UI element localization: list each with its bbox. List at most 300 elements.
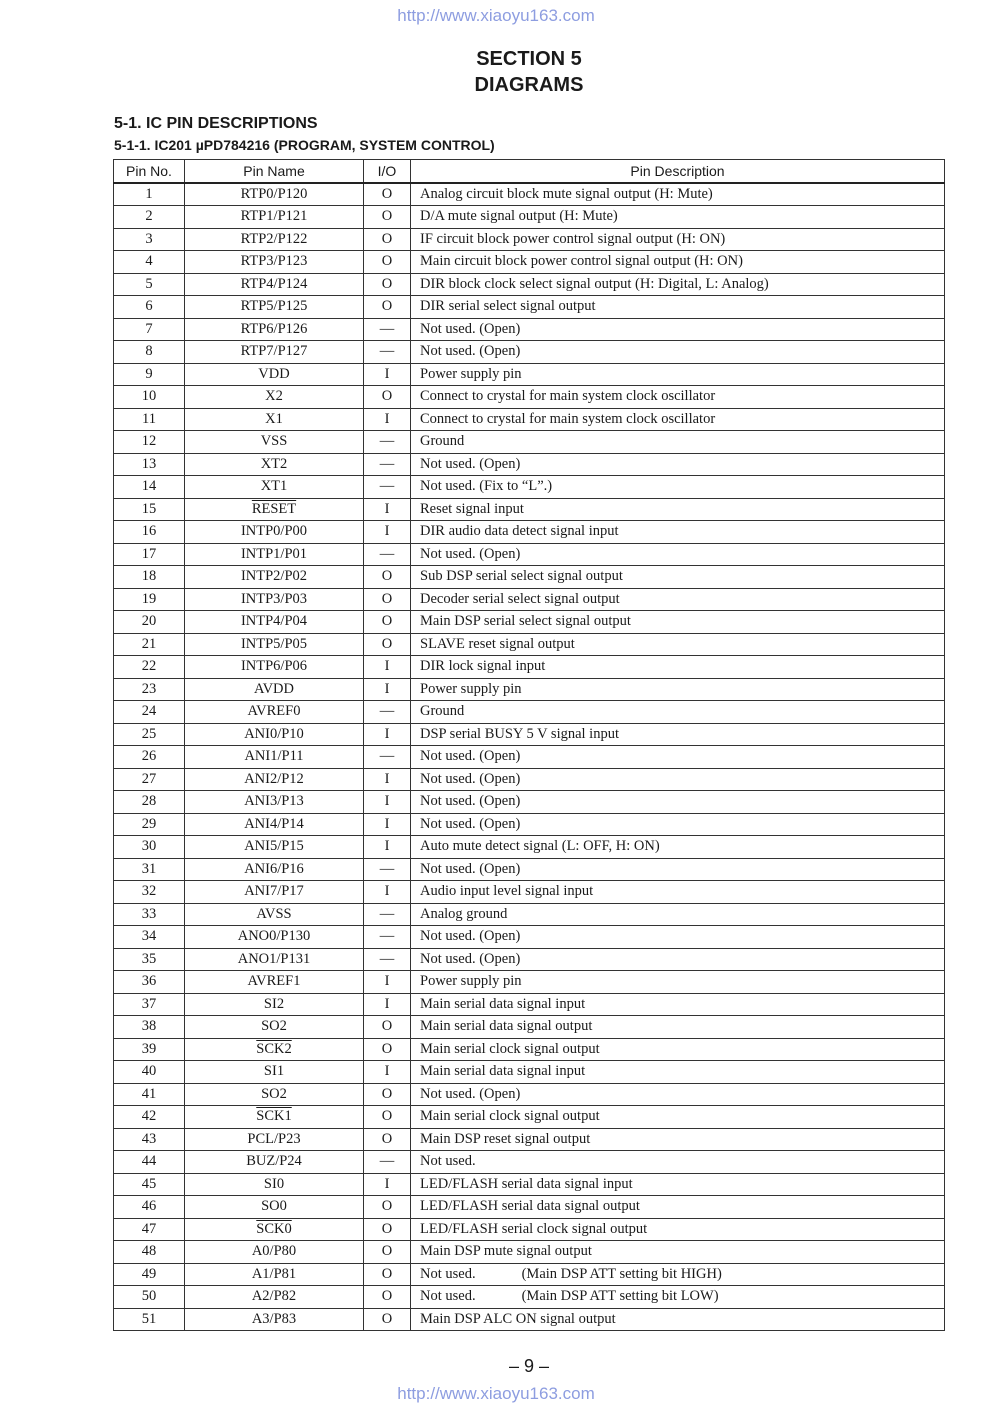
description-text: DIR serial select signal output: [420, 298, 596, 315]
pin-name: BUZ/P24: [246, 1153, 302, 1170]
description-text: Not used. (Open): [420, 950, 521, 967]
table-row: [114, 228, 945, 251]
pin-name-cell: [185, 971, 364, 994]
io-cell: I: [364, 993, 411, 1016]
io-cell: I: [364, 656, 411, 679]
pin-name: INTP6/P06: [240, 658, 308, 675]
description-cell: [411, 183, 945, 206]
description-text: Main DSP serial select signal output: [420, 613, 631, 630]
pin-name: SCK1: [256, 1108, 292, 1125]
table-row: [114, 1263, 945, 1286]
pin-name: ANI5/P15: [244, 838, 304, 855]
description-cell: [411, 903, 945, 926]
pin-name: PCL/P23: [247, 1130, 301, 1147]
pin-name: A3/P83: [251, 1310, 297, 1327]
pin-name: ANI1/P11: [244, 748, 304, 765]
table-row: [114, 1241, 945, 1264]
io-cell: —: [364, 746, 411, 769]
pin-no-cell: 19: [114, 588, 185, 611]
pin-name-cell: [185, 1263, 364, 1286]
io-cell: O: [364, 183, 411, 206]
table-row: [114, 1016, 945, 1039]
section-subtitle: DIAGRAMS: [474, 74, 584, 96]
io-cell: O: [364, 1016, 411, 1039]
description-text: Main serial clock signal output: [420, 1108, 600, 1125]
description-cell: [411, 228, 945, 251]
table-row: [114, 453, 945, 476]
pin-no-cell: 39: [114, 1038, 185, 1061]
pin-no-cell: 33: [114, 903, 185, 926]
description-text: Not used. (Open): [420, 343, 521, 360]
pin-name-cell: [185, 588, 364, 611]
description-text: Not used. (Open): [420, 455, 521, 472]
pin-name-cell: [185, 228, 364, 251]
pin-name-cell: [185, 566, 364, 589]
description-cell: [411, 1106, 945, 1129]
table-row: [114, 588, 945, 611]
pin-name: RTP5/P125: [240, 298, 308, 315]
description-text: LED/FLASH serial data signal input: [420, 1175, 633, 1192]
description-cell: [411, 881, 945, 904]
io-cell: O: [364, 296, 411, 319]
description-cell: [411, 1016, 945, 1039]
pin-name-cell: [185, 903, 364, 926]
pin-name-cell: [185, 1038, 364, 1061]
description-cell: [411, 701, 945, 724]
description-text: Main DSP mute signal output: [420, 1243, 592, 1260]
pin-name-cell: [185, 723, 364, 746]
pin-name-cell: [185, 701, 364, 724]
pin-name: INTP5/P05: [240, 635, 308, 652]
section-title: SECTION 5: [476, 48, 582, 70]
pin-no-cell: 30: [114, 836, 185, 859]
description-text: Not used. (Open): [420, 748, 521, 765]
pin-name-cell: [185, 341, 364, 364]
table-row: [114, 386, 945, 409]
table-row: [114, 656, 945, 679]
io-cell: O: [364, 273, 411, 296]
table-row: [114, 768, 945, 791]
description-text: LED/FLASH serial data signal output: [420, 1198, 640, 1215]
io-cell: O: [364, 1106, 411, 1129]
pin-name-cell: [185, 1218, 364, 1241]
description-cell: [411, 791, 945, 814]
io-cell: —: [364, 431, 411, 454]
description-note: (Main DSP ATT setting bit HIGH): [521, 1265, 722, 1282]
io-cell: I: [364, 1061, 411, 1084]
watermark-url-top: http://www.xiaoyu163.com: [397, 6, 595, 25]
pin-no-cell: 4: [114, 251, 185, 274]
pin-name-cell: [185, 993, 364, 1016]
description-cell: [411, 971, 945, 994]
pin-name-cell: [185, 791, 364, 814]
io-cell: —: [364, 858, 411, 881]
pin-name-cell: [185, 431, 364, 454]
description-cell: [411, 1151, 945, 1174]
table-row: [114, 813, 945, 836]
description-text: Main serial data signal output: [420, 1018, 593, 1035]
table-row: [114, 1061, 945, 1084]
description-text: Auto mute detect signal (L: OFF, H: ON): [420, 838, 660, 855]
pin-no-cell: 2: [114, 206, 185, 229]
pin-name-cell: [185, 318, 364, 341]
pin-name: X2: [265, 388, 283, 405]
description-cell: [411, 588, 945, 611]
description-text: Main serial data signal input: [420, 995, 586, 1012]
description-cell: [411, 813, 945, 836]
pin-name: AVREF1: [247, 973, 301, 990]
pin-name-cell: [185, 926, 364, 949]
description-cell: [411, 1128, 945, 1151]
io-cell: O: [364, 1241, 411, 1264]
io-cell: I: [364, 363, 411, 386]
pin-name-cell: [185, 1308, 364, 1331]
pin-name: AVREF0: [247, 703, 301, 720]
pin-no-cell: 36: [114, 971, 185, 994]
pin-name-cell: [185, 1083, 364, 1106]
description-text: SLAVE reset signal output: [420, 635, 575, 652]
description-text: Power supply pin: [420, 680, 522, 697]
pin-no-cell: 5: [114, 273, 185, 296]
pin-name-cell: [185, 296, 364, 319]
pin-no-cell: 24: [114, 701, 185, 724]
pin-name: AVDD: [253, 680, 295, 697]
io-cell: I: [364, 408, 411, 431]
pin-name-cell: [185, 858, 364, 881]
description-text: DIR block clock select signal output (H: Digital, L: Analog): [420, 275, 769, 292]
pin-name: ANO0/P130: [237, 928, 311, 945]
pin-name-cell: [185, 633, 364, 656]
col-header-description: Pin Description: [411, 160, 945, 183]
pin-no-cell: 21: [114, 633, 185, 656]
pin-no-cell: 42: [114, 1106, 185, 1129]
pin-no-cell: 29: [114, 813, 185, 836]
pin-no-cell: 28: [114, 791, 185, 814]
description-text: Not used. (Open): [420, 1085, 521, 1102]
description-cell: [411, 543, 945, 566]
description-text: Not used.: [420, 1265, 476, 1282]
pin-name: ANI2/P12: [244, 770, 304, 787]
io-cell: I: [364, 971, 411, 994]
description-cell: [411, 1196, 945, 1219]
description-text: Not used. (Open): [420, 545, 521, 562]
description-text: Audio input level signal input: [420, 883, 594, 900]
pin-no-cell: 40: [114, 1061, 185, 1084]
io-cell: —: [364, 903, 411, 926]
description-cell: [411, 858, 945, 881]
pin-name: SO0: [261, 1198, 287, 1215]
pin-name: SI1: [263, 1063, 285, 1080]
description-text: Sub DSP serial select signal output: [420, 568, 623, 585]
pin-no-cell: 13: [114, 453, 185, 476]
table-row: [114, 791, 945, 814]
io-cell: —: [364, 341, 411, 364]
pin-no-cell: 1: [114, 183, 185, 206]
pin-name: XT1: [260, 478, 288, 495]
table-row: [114, 948, 945, 971]
pin-name-cell: [185, 453, 364, 476]
table-row: [114, 1196, 945, 1219]
pin-name: ANI3/P13: [244, 793, 304, 810]
pin-name: RTP7/P127: [240, 343, 308, 360]
pin-no-cell: 6: [114, 296, 185, 319]
pin-name-cell: [185, 543, 364, 566]
description-text: LED/FLASH serial clock signal output: [420, 1220, 648, 1237]
pin-no-cell: 14: [114, 476, 185, 499]
pin-no-cell: 26: [114, 746, 185, 769]
description-text: Not used. (Fix to “L”.): [420, 478, 553, 495]
io-cell: O: [364, 251, 411, 274]
pin-no-cell: 49: [114, 1263, 185, 1286]
table-row: [114, 408, 945, 431]
pin-name-cell: [185, 948, 364, 971]
pin-name-cell: [185, 836, 364, 859]
description-cell: [411, 273, 945, 296]
pin-name: ANI0/P10: [244, 725, 304, 742]
description-cell: [411, 633, 945, 656]
table-row: [114, 1286, 945, 1309]
description-text: Analog circuit block mute signal output (H: Mute): [420, 185, 713, 202]
description-text: Main DSP reset signal output: [420, 1130, 591, 1147]
description-cell: [411, 521, 945, 544]
pin-name: INTP0/P00: [240, 523, 308, 540]
table-row: [114, 1128, 945, 1151]
description-text: Main DSP ALC ON signal output: [420, 1310, 616, 1327]
description-text: DSP serial BUSY 5 V signal input: [420, 725, 619, 742]
description-text: Decoder serial select signal output: [420, 590, 620, 607]
page-number: – 9 –: [508, 1356, 550, 1376]
table-row: [114, 678, 945, 701]
description-cell: [411, 656, 945, 679]
table-row: [114, 543, 945, 566]
description-cell: [411, 1308, 945, 1331]
pin-no-cell: 9: [114, 363, 185, 386]
description-text: Not used. (Open): [420, 770, 521, 787]
description-cell: [411, 1241, 945, 1264]
description-cell: [411, 1061, 945, 1084]
description-cell: [411, 948, 945, 971]
pin-name-cell: [185, 206, 364, 229]
io-cell: I: [364, 498, 411, 521]
pin-name-cell: [185, 746, 364, 769]
description-cell: [411, 1083, 945, 1106]
table-row: [114, 903, 945, 926]
description-text: IF circuit block power control signal output (H: ON): [420, 230, 726, 247]
io-cell: O: [364, 1218, 411, 1241]
pin-name: INTP4/P04: [240, 613, 308, 630]
io-cell: O: [364, 1286, 411, 1309]
pin-no-cell: 22: [114, 656, 185, 679]
description-cell: [411, 926, 945, 949]
table-row: [114, 746, 945, 769]
table-row: [114, 1106, 945, 1129]
pin-name: A1/P81: [251, 1265, 297, 1282]
description-text: Not used. (Open): [420, 793, 521, 810]
pin-no-cell: 27: [114, 768, 185, 791]
pin-no-cell: 38: [114, 1016, 185, 1039]
pin-no-cell: 50: [114, 1286, 185, 1309]
pin-no-cell: 15: [114, 498, 185, 521]
pin-name: AVSS: [256, 905, 292, 922]
description-text: Not used. (Open): [420, 860, 521, 877]
pin-name: A2/P82: [251, 1288, 297, 1305]
description-text: Ground: [420, 433, 465, 450]
table-header-row: [114, 160, 945, 183]
pin-no-cell: 43: [114, 1128, 185, 1151]
col-header-pin-name: Pin Name: [185, 160, 364, 183]
table-row: [114, 1308, 945, 1331]
table-row: [114, 633, 945, 656]
pin-name: ANO1/P131: [237, 950, 311, 967]
pin-no-cell: 41: [114, 1083, 185, 1106]
pin-no-cell: 20: [114, 611, 185, 634]
io-cell: O: [364, 1128, 411, 1151]
description-cell: [411, 836, 945, 859]
description-cell: [411, 206, 945, 229]
table-row: [114, 926, 945, 949]
description-cell: [411, 318, 945, 341]
description-text: Reset signal input: [420, 500, 524, 517]
pin-name-cell: [185, 1128, 364, 1151]
description-cell: [411, 386, 945, 409]
description-cell: [411, 408, 945, 431]
pin-name-cell: [185, 611, 364, 634]
table-row: [114, 341, 945, 364]
io-cell: I: [364, 881, 411, 904]
pin-name: RTP0/P120: [240, 185, 308, 202]
pin-name-cell: [185, 1151, 364, 1174]
pin-name: RESET: [251, 500, 297, 517]
table-row: [114, 858, 945, 881]
pin-name: SCK0: [256, 1220, 292, 1237]
pin-name: XT2: [260, 455, 288, 472]
pin-name: ANI7/P17: [244, 883, 304, 900]
description-cell: [411, 611, 945, 634]
io-cell: —: [364, 701, 411, 724]
description-text: Ground: [420, 703, 465, 720]
heading: 5-1. IC PIN DESCRIPTIONS: [114, 115, 318, 132]
table-row: [114, 183, 945, 206]
subheading: 5-1-1. IC201 µPD784216 (PROGRAM, SYSTEM CONTROL): [114, 137, 495, 153]
pin-no-cell: 47: [114, 1218, 185, 1241]
pin-name: RTP4/P124: [240, 275, 308, 292]
table-row: [114, 971, 945, 994]
io-cell: I: [364, 1173, 411, 1196]
description-text: Main serial data signal input: [420, 1063, 586, 1080]
pin-name-cell: [185, 273, 364, 296]
description-cell: [411, 498, 945, 521]
io-cell: O: [364, 566, 411, 589]
table-row: [114, 363, 945, 386]
io-cell: —: [364, 318, 411, 341]
io-cell: O: [364, 386, 411, 409]
pin-no-cell: 3: [114, 228, 185, 251]
pin-name: SI0: [263, 1175, 285, 1192]
pin-name-cell: [185, 1061, 364, 1084]
pin-no-cell: 16: [114, 521, 185, 544]
col-header-io: I/O: [364, 160, 411, 183]
description-cell: [411, 341, 945, 364]
pin-name: A0/P80: [251, 1243, 297, 1260]
pin-name-cell: [185, 1173, 364, 1196]
pin-no-cell: 44: [114, 1151, 185, 1174]
pin-name-cell: [185, 1016, 364, 1039]
pin-name-cell: [185, 678, 364, 701]
description-cell: [411, 431, 945, 454]
table-row: [114, 1151, 945, 1174]
description-cell: [411, 993, 945, 1016]
description-text: Analog ground: [420, 905, 508, 922]
io-cell: I: [364, 791, 411, 814]
pin-no-cell: 8: [114, 341, 185, 364]
description-text: Not used. (Open): [420, 928, 521, 945]
table-row: [114, 611, 945, 634]
io-cell: O: [364, 1083, 411, 1106]
pin-name: SO2: [261, 1018, 287, 1035]
io-cell: O: [364, 1308, 411, 1331]
table-row: [114, 1083, 945, 1106]
col-header-pin-no: Pin No.: [114, 160, 185, 183]
pin-name-cell: [185, 183, 364, 206]
table-row: [114, 431, 945, 454]
pin-name: INTP3/P03: [240, 590, 308, 607]
pin-name-cell: [185, 768, 364, 791]
description-cell: [411, 768, 945, 791]
pin-no-cell: 34: [114, 926, 185, 949]
table-row: [114, 498, 945, 521]
description-cell: [411, 1038, 945, 1061]
description-cell: [411, 476, 945, 499]
io-cell: —: [364, 948, 411, 971]
description-cell: [411, 363, 945, 386]
table-row: [114, 251, 945, 274]
io-cell: O: [364, 228, 411, 251]
table-row: [114, 723, 945, 746]
pin-table: [113, 159, 945, 1331]
description-cell: [411, 678, 945, 701]
pin-no-cell: 48: [114, 1241, 185, 1264]
io-cell: I: [364, 678, 411, 701]
pin-name: ANI4/P14: [244, 815, 304, 832]
description-cell: [411, 746, 945, 769]
watermark-url-bottom: http://www.xiaoyu163.com: [397, 1384, 595, 1403]
pin-no-cell: 51: [114, 1308, 185, 1331]
pin-name: VSS: [260, 433, 288, 450]
table-row: [114, 476, 945, 499]
table-row: [114, 273, 945, 296]
table-row: [114, 1173, 945, 1196]
table-row: [114, 1038, 945, 1061]
pin-name: INTP1/P01: [240, 545, 308, 562]
table-row: [114, 296, 945, 319]
io-cell: —: [364, 1151, 411, 1174]
pin-name: X1: [265, 410, 283, 427]
table-row: [114, 836, 945, 859]
pin-no-cell: 31: [114, 858, 185, 881]
io-cell: I: [364, 813, 411, 836]
description-cell: [411, 296, 945, 319]
io-cell: —: [364, 543, 411, 566]
pin-no-cell: 37: [114, 993, 185, 1016]
pin-name: INTP2/P02: [240, 568, 308, 585]
description-text: Not used.: [420, 1288, 476, 1305]
io-cell: —: [364, 476, 411, 499]
pin-name-cell: [185, 363, 364, 386]
description-text: Main serial clock signal output: [420, 1040, 600, 1057]
io-cell: O: [364, 1038, 411, 1061]
pin-name: SO2: [261, 1085, 287, 1102]
pin-no-cell: 7: [114, 318, 185, 341]
